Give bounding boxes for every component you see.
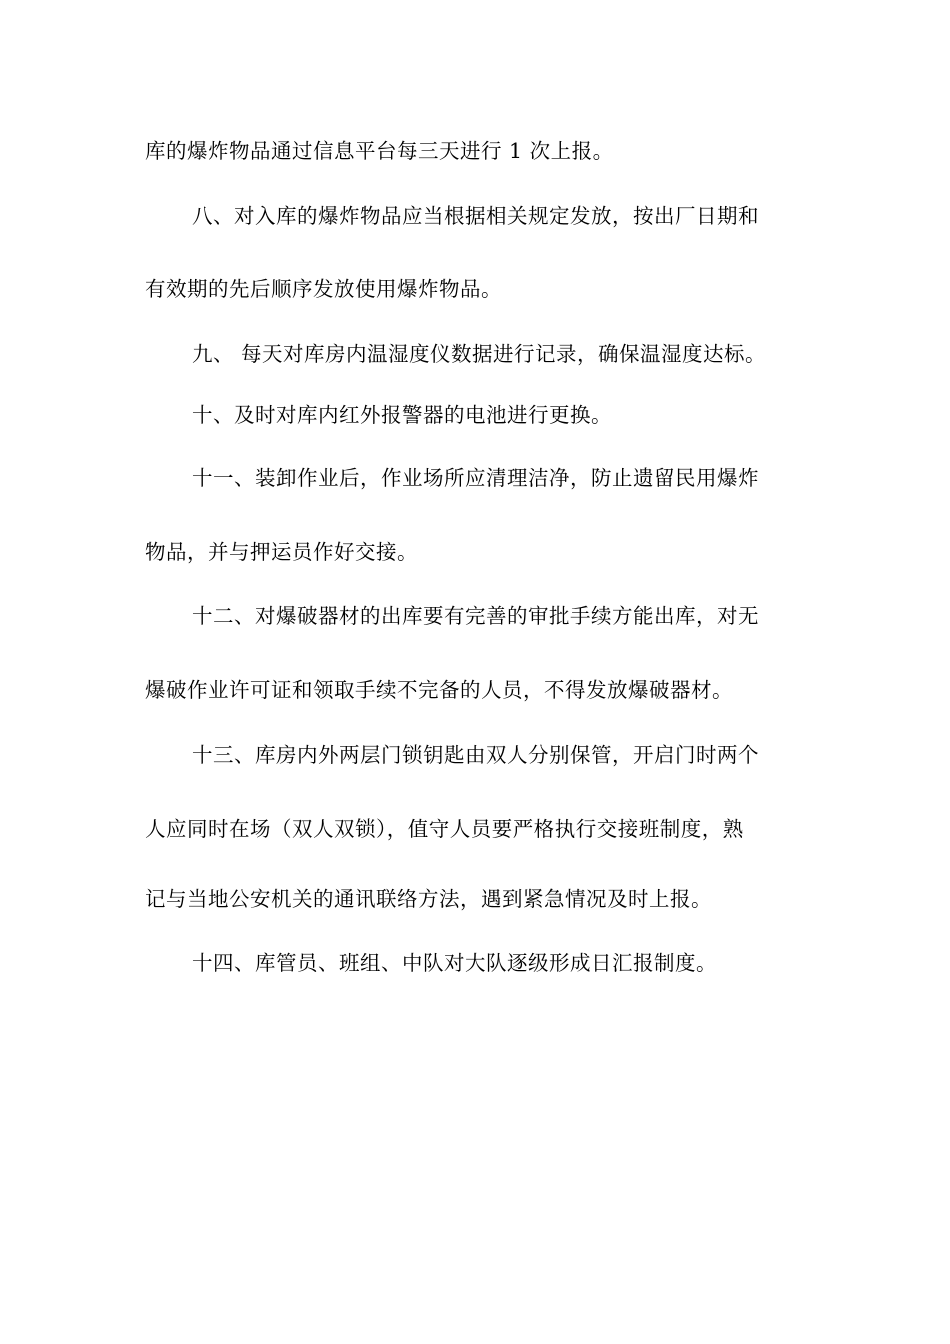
text-line-1: 库的爆炸物品通过信息平台每三天进行 1 次上报。: [145, 139, 614, 163]
text-line-7: 物品，并与押运员作好交接。: [145, 540, 418, 564]
text-line-12: 记与当地公安机关的通讯联络方法，遇到紧急情况及时上报。: [145, 887, 712, 911]
text-line-10: 十三、库房内外两层门锁钥匙由双人分别保管，开启门时两个: [192, 743, 759, 767]
text-line-6: 十一、装卸作业后，作业场所应清理洁净，防止遗留民用爆炸: [192, 466, 759, 490]
text-line-13: 十四、库管员、班组、中队对大队逐级形成日汇报制度。: [192, 951, 717, 975]
text-line-5: 十、及时对库内红外报警器的电池进行更换。: [192, 403, 612, 427]
text-line-8: 十二、对爆破器材的出库要有完善的审批手续方能出库，对无: [192, 604, 759, 628]
text-line-11: 人应同时在场（双人双锁），值守人员要严格执行交接班制度，熟: [145, 817, 744, 841]
text-line-2: 八、对入库的爆炸物品应当根据相关规定发放，按出厂日期和: [192, 204, 759, 228]
text-line-3: 有效期的先后顺序发放使用爆炸物品。: [145, 277, 502, 301]
text-line-4: 九、 每天对库房内温湿度仪数据进行记录，确保温湿度达标。: [192, 342, 767, 366]
text-line-9: 爆破作业许可证和领取手续不完备的人员，不得发放爆破器材。: [145, 678, 733, 702]
